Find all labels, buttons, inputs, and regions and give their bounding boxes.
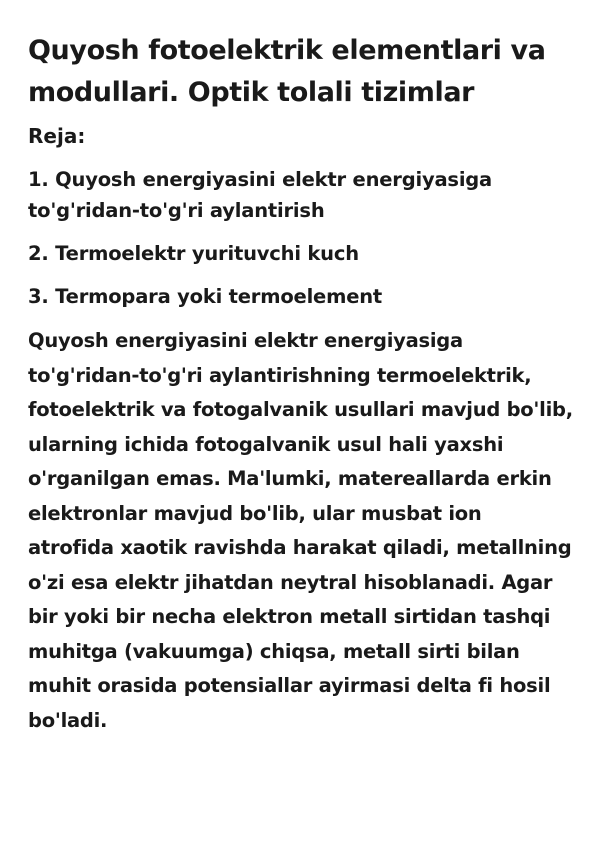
page-title: Quyosh fotoelektrik elementlari va modullari. Optik tolali tizimlar — [28, 35, 546, 108]
plan-heading: Reja: — [28, 124, 86, 148]
body-paragraph: Quyosh energiyasini elektr energiyasiga to'g'ridan-to'g'ri aylantirishning termoelektrik, fotoelektrik va fotogalvanik usullari mavjud bo'lib, ularning ichida fotogalvanik usul hali yaxshi o'rganilgan emas. Ma'lumki, matereallarda erkin elektronlar mavjud bo'lib, ular musbat ion atrofida xaotik ravishda harakat qiladi, metallning o'zi esa elektr jihatdan neytral hisoblanadi. Agar bir yoki bir necha elektron metall sirtidan tashqi muhitga (vakuumga) chiqsa, metall sirti bilan muhit orasida potensiallar ayirmasi delta fi hosil bo'ladi. — [28, 329, 573, 732]
plan-item-2: 2. Termoelektr yurituvchi kuch — [28, 242, 359, 265]
document-page — [28, 30, 573, 738]
plan-item-3: 3. Termopara yoki termoelement — [28, 285, 383, 308]
plan-item-1: 1. Quyosh energiyasini elektr energiyasiga to'g'ridan-to'g'ri aylantirish — [28, 168, 493, 222]
